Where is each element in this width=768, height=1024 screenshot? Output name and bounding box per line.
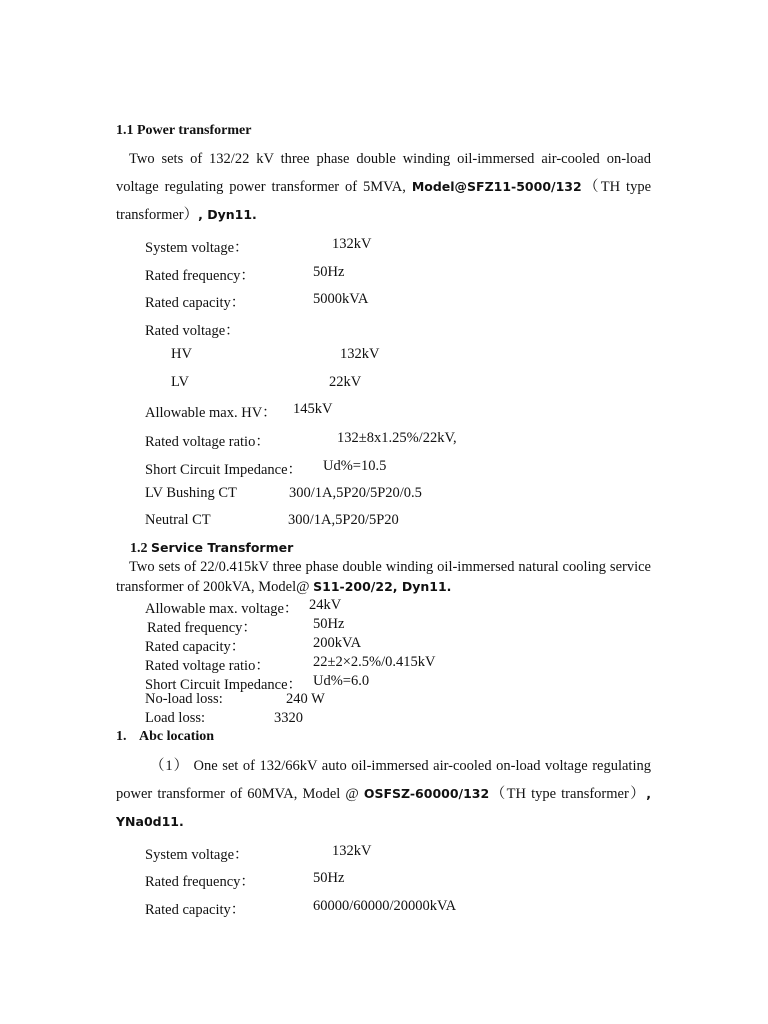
section-1-2-number: 1.2 (130, 541, 151, 556)
paragraph-text: Two sets of 132/22 kV three phase double winding oil-immersed air-cooled on-load voltage regulating power transformer of 5MVA, (116, 151, 651, 195)
spec-label: LV Bushing CT (145, 485, 237, 501)
spec-value: 132kV (340, 346, 380, 362)
spec-value: 50Hz (313, 616, 345, 632)
model-number: Model@SFZ11-5000/132 (411, 179, 582, 194)
spec-value: 22kV (329, 374, 362, 390)
spec-label: System voltage： (145, 847, 249, 863)
spec-value: 240 W (286, 691, 325, 707)
spec-value: 132±8x1.25%/22kV, (337, 430, 457, 446)
spec-value: 3320 (274, 710, 303, 726)
spec-value: 5000kVA (313, 291, 369, 307)
spec-label: Rated capacity： (145, 295, 246, 311)
model-number: OSFSZ-60000/132 (363, 786, 490, 801)
spec-value: 200kVA (313, 635, 362, 651)
spec-value: 50Hz (313, 870, 345, 886)
paragraph-mid: （TH type transformer） (116, 179, 652, 223)
spec-label: Rated frequency： (145, 874, 255, 890)
section-1-2-title: Service Transformer (151, 540, 294, 555)
paragraph-mid: （TH type transformer） (489, 786, 647, 802)
spec-value: 24kV (309, 597, 342, 613)
spec-label: Rated voltage ratio： (145, 658, 270, 674)
paragraph-text: （1） One set of 132/66kV auto oil-immersed air-cooled on-load voltage regulating power transformer of 60MVA, Model @ (116, 758, 651, 802)
spec-label: HV (171, 346, 192, 362)
section-1-1-heading: 1.1 Power transformer (116, 123, 252, 138)
section-1-2-paragraph (116, 558, 651, 597)
section-abc-heading: Abc location (139, 729, 215, 744)
spec-label: Rated frequency： (145, 268, 255, 284)
spec-label: Rated capacity： (145, 639, 246, 655)
connection-group: , Dyn11. (198, 207, 257, 222)
section-1-1-paragraph (116, 145, 651, 229)
section-1-2-heading (130, 540, 293, 557)
spec-value: 300/1A,5P20/5P20/0.5 (289, 485, 422, 501)
section-abc-number: 1. (116, 729, 127, 744)
spec-label: Load loss: (145, 710, 206, 726)
spec-label: Rated capacity： (145, 902, 246, 918)
spec-label: Neutral CT (145, 512, 211, 528)
spec-label: Short Circuit Impedance： (145, 677, 303, 693)
model-number: S11-200/22, Dyn11. (313, 579, 452, 594)
spec-label: Rated voltage ratio： (145, 434, 270, 450)
spec-label: Allowable max. voltage： (145, 601, 299, 617)
spec-label: Allowable max. HV： (145, 405, 277, 421)
spec-value: 50Hz (313, 264, 345, 280)
spec-value: 300/1A,5P20/5P20 (288, 512, 399, 528)
spec-label: Rated voltage： (145, 323, 240, 339)
spec-value: Ud%=6.0 (313, 673, 370, 689)
spec-value: 22±2×2.5%/0.415kV (313, 654, 436, 670)
paragraph-text: Two sets of 22/0.415kV three phase double winding oil-immersed natural cooling service transformer of 200kVA, Model@ (116, 559, 651, 595)
spec-value: 145kV (293, 401, 333, 417)
spec-label: System voltage： (145, 240, 249, 256)
spec-label: No-load loss: (145, 691, 223, 707)
connection-group: , YNa0d11. (116, 786, 651, 829)
spec-value: 132kV (332, 236, 372, 252)
spec-label: LV (171, 374, 189, 390)
spec-label: Rated frequency： (147, 620, 257, 636)
spec-value: 60000/60000/20000kVA (313, 898, 457, 914)
spec-label: Short Circuit Impedance： (145, 462, 303, 478)
section-abc-paragraph (116, 752, 651, 836)
spec-value: 132kV (332, 843, 372, 859)
spec-value: Ud%=10.5 (323, 458, 387, 474)
